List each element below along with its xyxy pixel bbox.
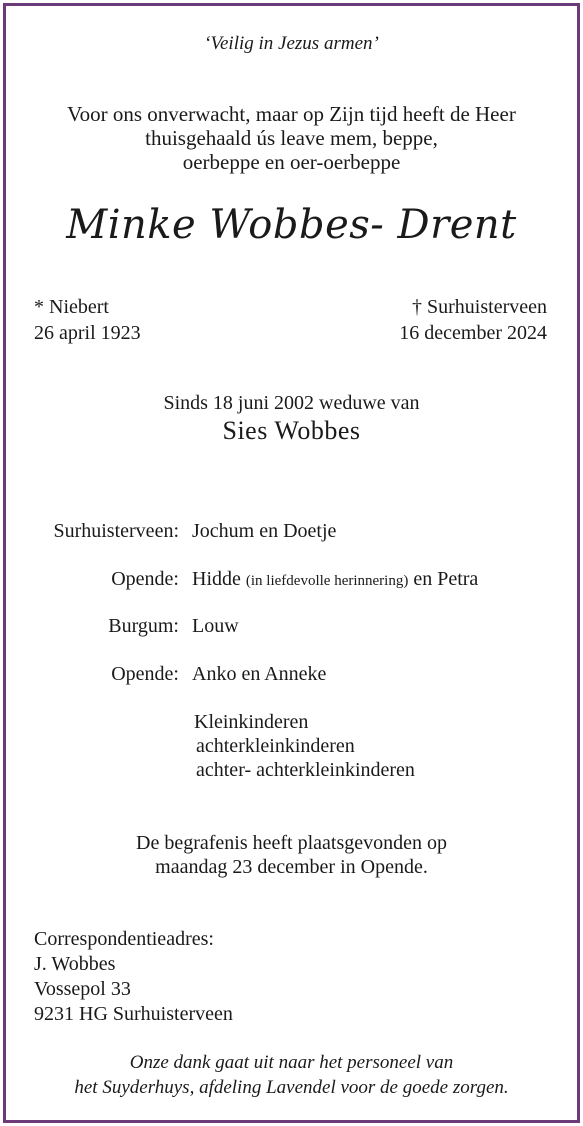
family-place: Opende: [111, 663, 179, 685]
address-heading: Correspondentieadres: [34, 928, 214, 950]
family-place: Opende: [111, 568, 179, 590]
death-date: 16 december 2024 [399, 322, 547, 344]
spouse-name: Sies Wobbes [222, 416, 361, 445]
deceased-name: Minke Wobbes- Drent [66, 202, 517, 248]
motto: ‘Veilig in Jezus armen’ [204, 33, 379, 54]
birth-place: * Niebert [34, 296, 109, 318]
birth-info [34, 294, 141, 346]
address-name: J. Wobbes [34, 953, 116, 975]
funeral-line: maandag 23 december in Opende. [155, 856, 428, 878]
descendants [194, 710, 415, 782]
death-notice-frame [3, 3, 580, 1123]
family-place: Surhuisterveen: [53, 520, 179, 542]
intro-line: oerbeppe en oer-oerbeppe [182, 150, 401, 174]
intro-line: Voor ons onverwacht, maar op Zijn tijd heeft de Heer [67, 102, 516, 126]
funeral-info [6, 831, 577, 879]
family-names-row [192, 568, 478, 591]
family-names: Anko en Anneke [192, 663, 327, 685]
death-place: † Surhuisterveen [412, 296, 547, 318]
family-names: Louw [192, 615, 239, 637]
funeral-line: De begrafenis heeft plaatsgevonden op [136, 832, 447, 854]
remembrance-note: (in liefdevolle herinnering) [245, 573, 409, 589]
descendants-line: achterkleinkinderen [196, 735, 355, 757]
address-street: Vossepol 33 [34, 978, 131, 1000]
address-city: 9231 HG Surhuisterveen [34, 1003, 233, 1025]
descendants-line: Kleinkinderen [194, 711, 309, 733]
correspondence-address [34, 927, 233, 1027]
death-info [399, 294, 547, 346]
family-names: Jochum en Doetje [192, 520, 337, 542]
widow-line: Sinds 18 juni 2002 weduwe van [163, 392, 420, 414]
thanks-line: Onze dank gaat uit naar het personeel van [129, 1052, 454, 1073]
birth-date: 26 april 1923 [34, 322, 141, 344]
family-names-suffix: en Petra [413, 568, 479, 590]
descendants-line: achter- achterkleinkinderen [196, 759, 415, 781]
thanks-line: het Suyderhuys, afdeling Lavendel voor de goede zorgen. [74, 1077, 509, 1098]
thanks-text [6, 1050, 577, 1100]
intro-text [6, 102, 577, 174]
intro-line: thuisgehaald ús leave mem, beppe, [145, 126, 438, 150]
family-names: Hidde [192, 568, 241, 590]
family-place: Burgum: [108, 615, 179, 637]
